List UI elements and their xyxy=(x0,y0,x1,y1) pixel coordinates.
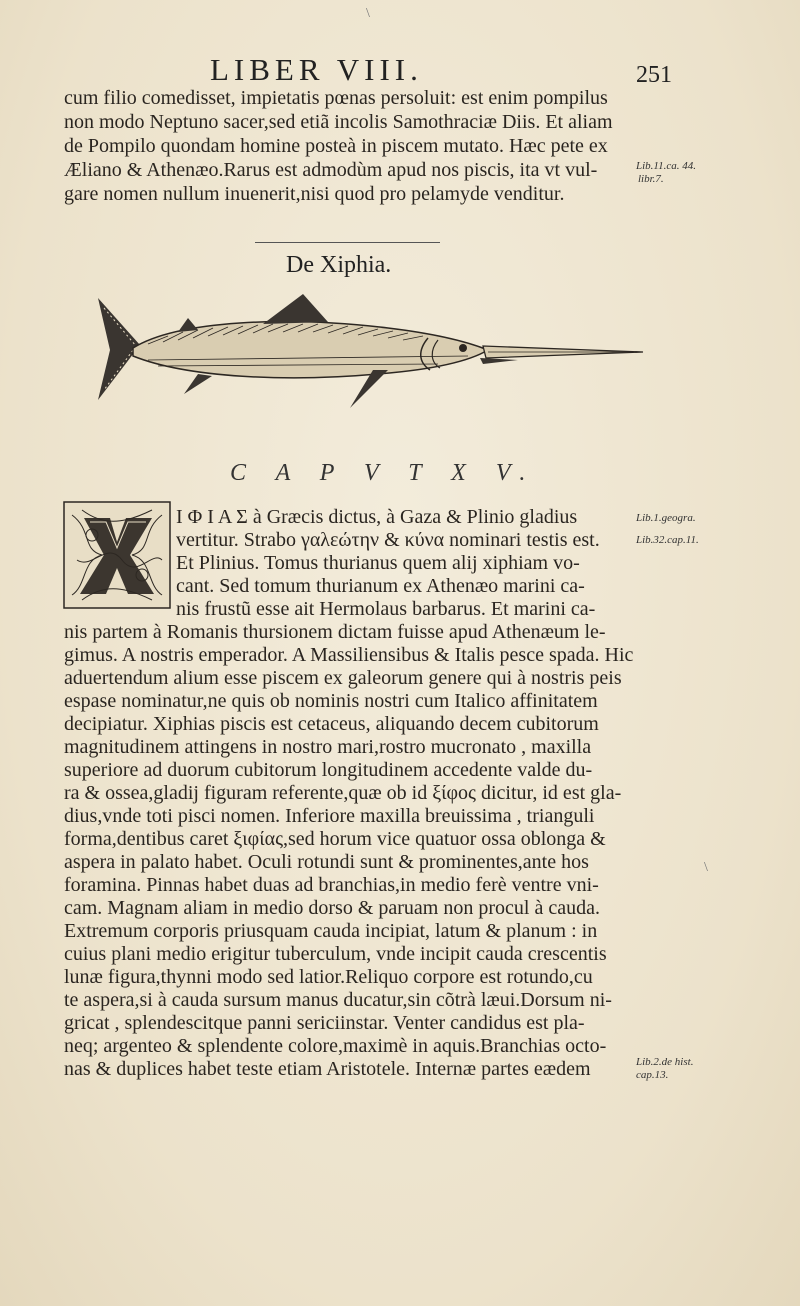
body-line: de Pompilo quondam homine posteà in piscem mutato. Hæc pete ex xyxy=(64,135,608,157)
body-line: cuius plani medio erigitur tuberculum, vnde incipit cauda crescentis xyxy=(64,943,607,965)
body-line: gimus. A nostris emperador. A Massiliensibus & Italis pesce spada. Hic xyxy=(64,644,634,666)
body-line: ra & ossea,gladij figuram referente,quæ ob id ξίφος dicitur, id est gla- xyxy=(64,782,622,804)
margin-note: Lib.2.de hist. xyxy=(636,1056,694,1068)
chapter-heading: C A P V T X V. xyxy=(230,460,538,486)
swordfish-woodcut-illustration xyxy=(88,290,648,410)
page-number: 251 xyxy=(636,62,672,88)
paper-speck: \ xyxy=(366,6,370,21)
margin-note: cap.13. xyxy=(636,1069,669,1081)
body-line: nas & duplices habet teste etiam Aristotele. Internæ partes eædem xyxy=(64,1058,591,1080)
body-line: vertitur. Strabo γαλεώτην & κύνα nominari testis est. xyxy=(176,529,600,551)
body-line: gare nomen nullum inuenerit,nisi quod pro pelamyde venditur. xyxy=(64,183,565,205)
running-head: LIBER VIII. xyxy=(210,52,423,87)
body-line: aduertendum alium esse piscem ex galeorum genere qui à nostris peis xyxy=(64,667,622,689)
fish-eye xyxy=(459,344,467,352)
margin-note: libr.7. xyxy=(638,173,664,185)
body-line: cam. Magnam aliam in medio dorso & paruam non procul à cauda. xyxy=(64,897,600,919)
body-line: aspera in palato habet. Oculi rotundi sunt & prominentes,ante hos xyxy=(64,851,589,873)
section-title: De Xiphia. xyxy=(286,252,392,278)
body-line: nis frustũ esse ait Hermolaus barbarus. Et marini ca- xyxy=(176,598,596,620)
body-line: nis partem à Romanis thursionem dictam fuisse apud Athenæum le- xyxy=(64,621,606,643)
body-line: cum filio comedisset, impietatis pœnas persoluit: est enim pompilus xyxy=(64,87,608,109)
body-line: Extremum corporis priusquam cauda incipiat, latum & planum : in xyxy=(64,920,598,942)
title-rule xyxy=(255,242,440,243)
body-line: te aspera,si à cauda sursum manus ducatur,sin cõtrà læui.Dorsum ni- xyxy=(64,989,612,1011)
margin-note: Lib.1.geogra. xyxy=(636,512,696,524)
body-line: lunæ figura,thynni modo sed latior.Reliquo corpore est rotundo,cu xyxy=(64,966,593,988)
body-line: gricat , splendescitque panni sericiinstar. Venter candidus est pla- xyxy=(64,1012,585,1034)
body-line: Æliano & Athenæo.Rarus est admodùm apud nos piscis, ita vt vul- xyxy=(64,159,598,181)
body-line: decipiatur. Xiphias piscis est cetaceus, aliquando decem cubitorum xyxy=(64,713,599,735)
body-line: espase nominatur,ne quis ob nominis nostri cum Italico affinitatem xyxy=(64,690,598,712)
body-line: dius,vnde toti pisci nomen. Inferiore maxilla breuissima , trianguli xyxy=(64,805,595,827)
body-line: forma,dentibus caret ξιφίας,sed horum vice quatuor ossa oblonga & xyxy=(64,828,606,850)
margin-note: Lib.32.cap.11. xyxy=(636,534,699,546)
body-line: magnitudinem attingens in nostro mari,rostro mucronato , maxilla xyxy=(64,736,592,758)
margin-note: Lib.11.ca. 44. xyxy=(636,160,696,172)
body-line: neq; argenteo & splendente colore,maximè in aquis.Branchias octo- xyxy=(64,1035,607,1057)
body-line: foramina. Pinnas habet duas ad branchias,in medio ferè ventre vni- xyxy=(64,874,599,896)
decorated-initial-x xyxy=(62,500,172,610)
body-line: I Φ I A Σ à Græcis dictus, à Gaza & Plinio gladius xyxy=(176,506,578,528)
body-line: Et Plinius. Tomus thurianus quem alij xiphiam vo- xyxy=(176,552,580,574)
dorsal-fin xyxy=(263,294,328,324)
body-line: non modo Neptuno sacer,sed etiã incolis Samothraciæ Diis. Et aliam xyxy=(64,111,613,133)
body-line: superiore ad duorum cubitorum longitudinem accedente valde du- xyxy=(64,759,593,781)
body-line: cant. Sed tomum thurianum ex Athenæo marini ca- xyxy=(176,575,585,597)
paper-speck: \ xyxy=(704,860,708,875)
